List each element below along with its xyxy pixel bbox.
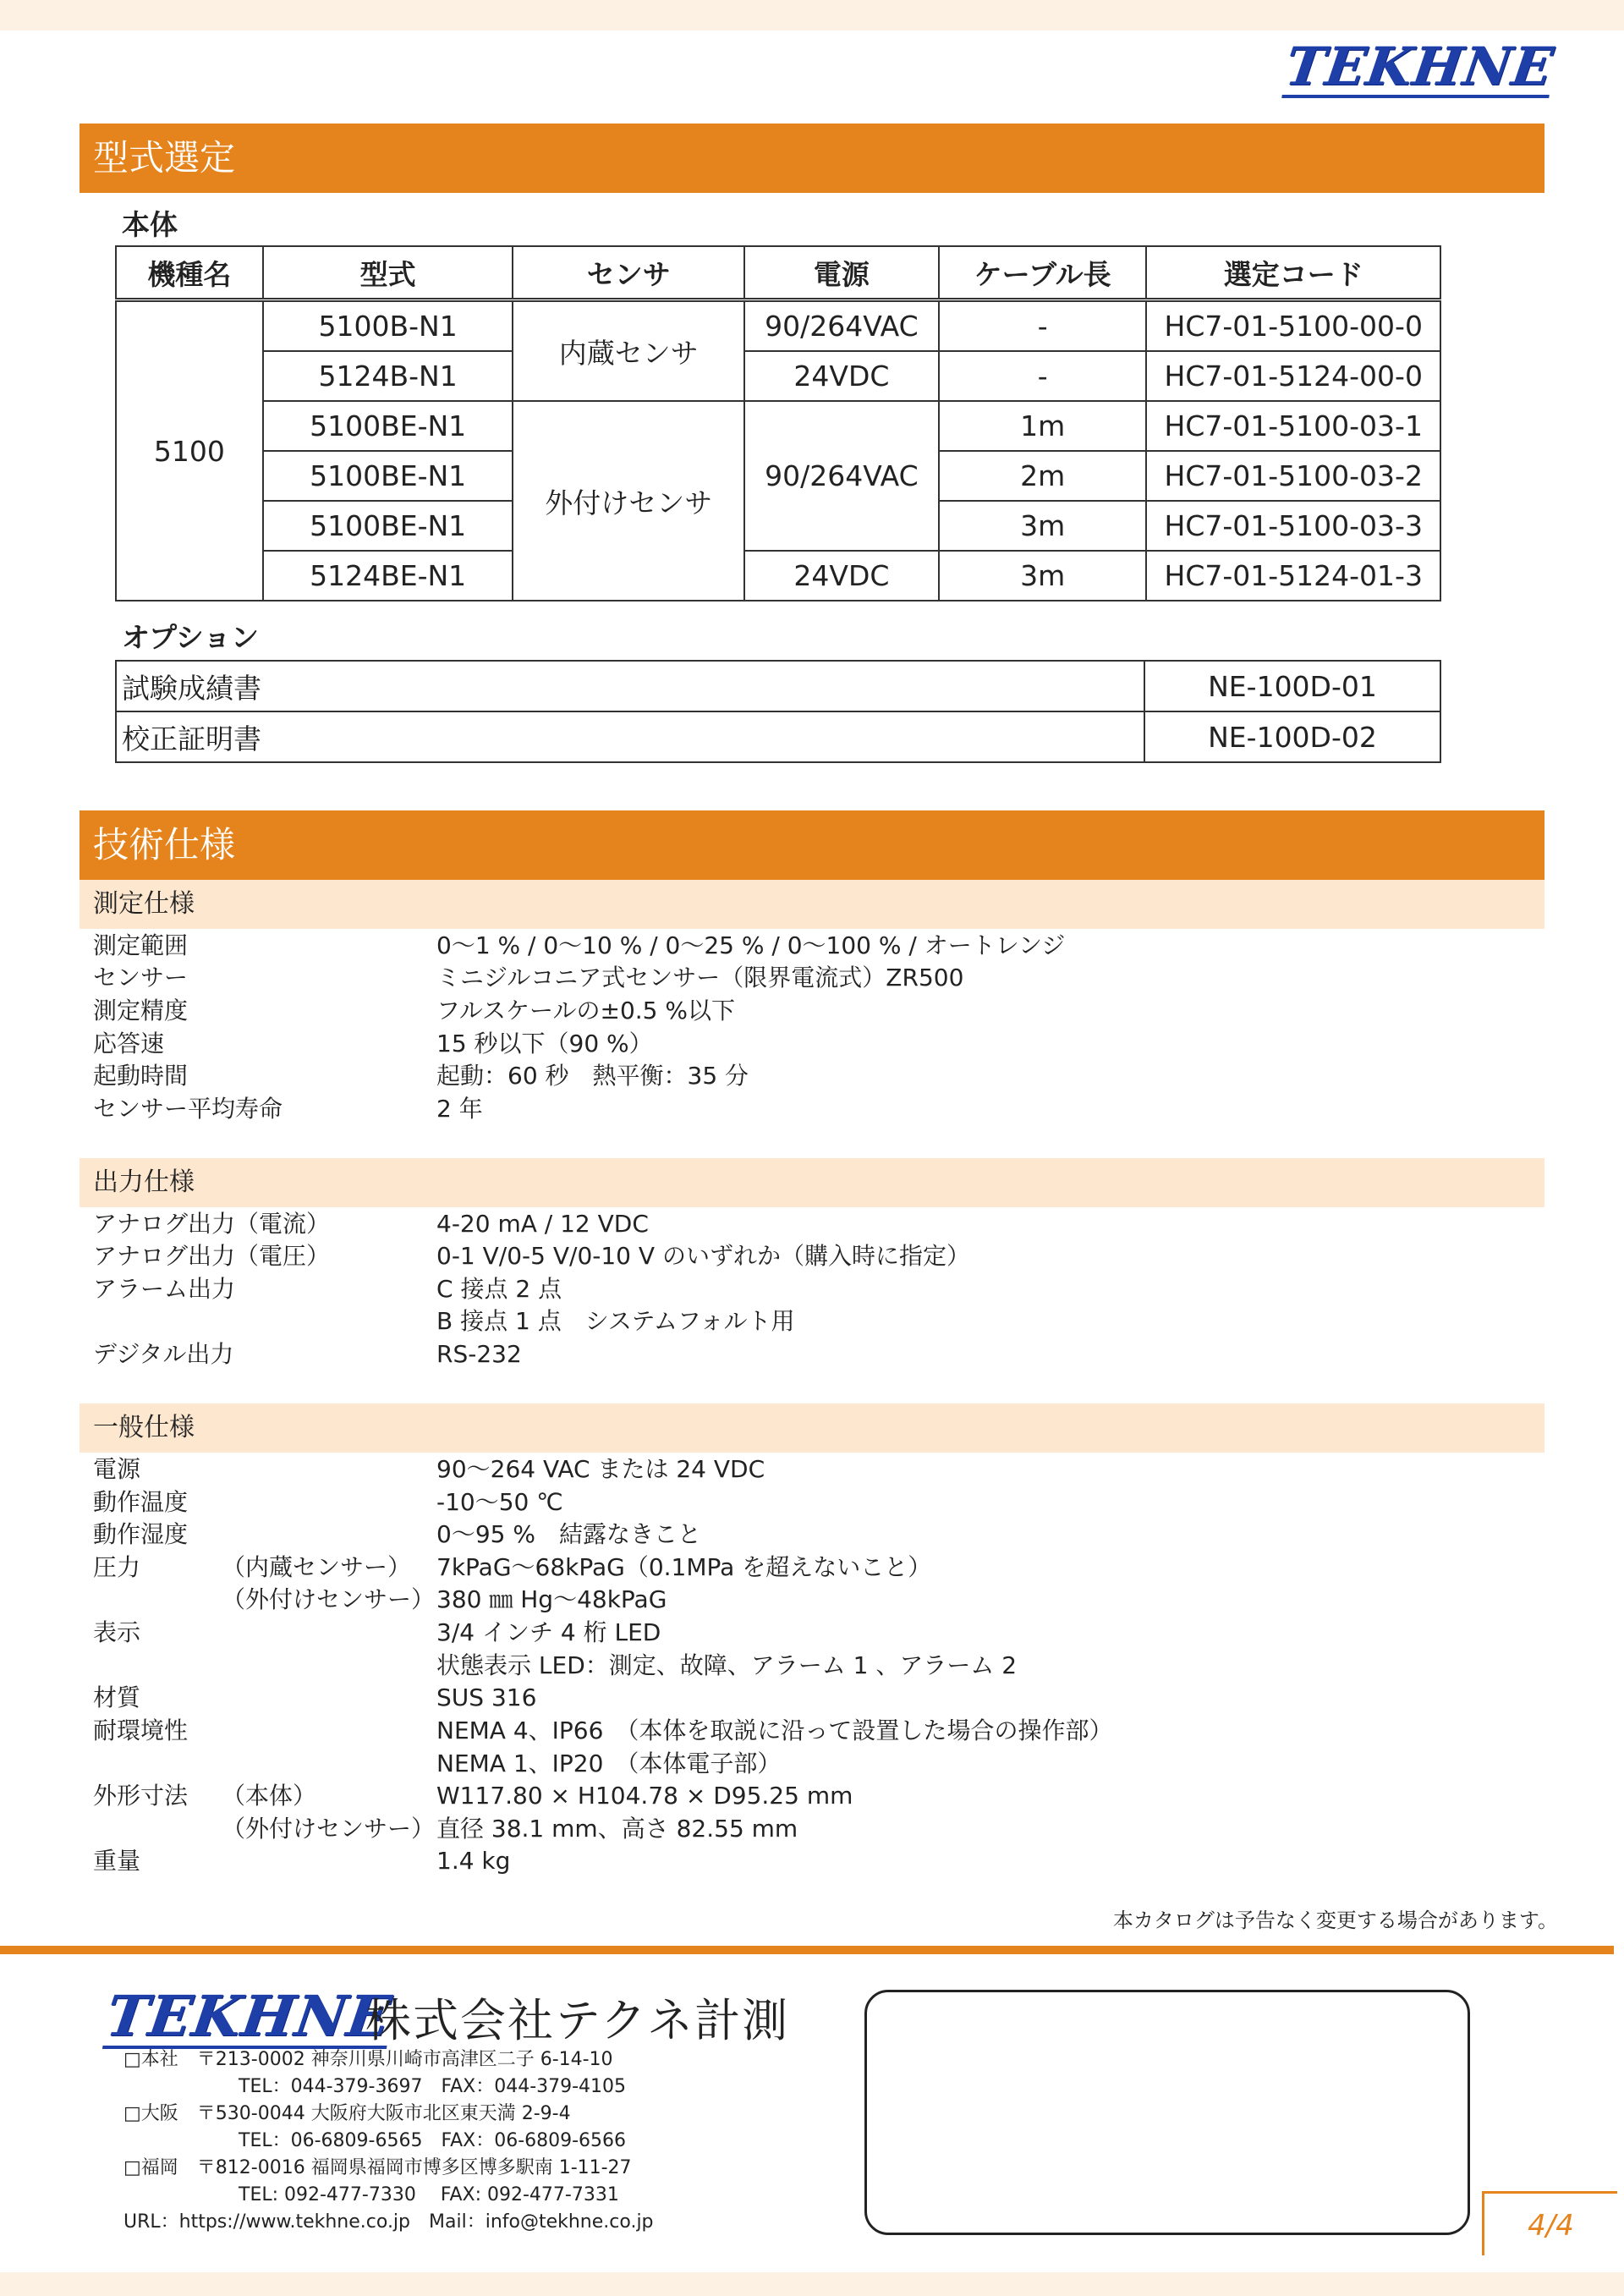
address-line: □大阪 〒530-0044 大阪府大阪市北区東天満 2-9-4 bbox=[123, 2103, 571, 2124]
header-power: 電源 bbox=[744, 246, 939, 300]
spec-value: 3/4 インチ 4 桁 LED bbox=[436, 1618, 661, 1646]
code-cell: HC7-01-5100-03-1 bbox=[1146, 401, 1440, 451]
spec-label: 表示 bbox=[93, 1618, 141, 1646]
phone-line: TEL: 092-477-7330 FAX: 092-477-7331 bbox=[239, 2184, 619, 2205]
spec-label: 起動時間 bbox=[93, 1062, 189, 1090]
spec-label: 圧力 bbox=[93, 1553, 141, 1581]
cable-cell: - bbox=[939, 351, 1147, 401]
table-row bbox=[116, 661, 1440, 711]
tekhne-logo: TEKHNE bbox=[1281, 36, 1558, 97]
code-cell: HC7-01-5100-03-3 bbox=[1146, 501, 1440, 551]
spec-value: 0～95 % 結露なきこと bbox=[436, 1520, 701, 1548]
measurement-heading: 測定仕様 bbox=[80, 880, 1544, 929]
spec-label: アナログ出力（電流） bbox=[93, 1210, 331, 1238]
spec-label: 電源 bbox=[93, 1455, 141, 1483]
spec-label: 動作湿度 bbox=[93, 1520, 189, 1548]
spec-value: 0～1 % / 0～10 % / 0～25 % / 0～100 % / オートレンジ bbox=[436, 931, 1066, 959]
option-table bbox=[115, 660, 1441, 763]
spec-value: 90～264 VAC または 24 VDC bbox=[436, 1455, 765, 1483]
page-number: 4/4 bbox=[1482, 2191, 1617, 2255]
spec-value: 7kPaG～68kPaG（0.1MPa を超えないこと） bbox=[436, 1553, 932, 1581]
section-title-specs: 技術仕様 bbox=[80, 810, 1544, 880]
spec-value: 状態表示 LED：測定、故障、アラーム 1 、アラーム 2 bbox=[436, 1651, 1018, 1679]
sensor-cell: 内蔵センサ bbox=[513, 300, 744, 402]
model-cell: 5100BE-N1 bbox=[263, 401, 513, 451]
table-row bbox=[116, 300, 1440, 352]
model-cell: 5100B-N1 bbox=[263, 300, 513, 352]
spec-value: W117.80 × H104.78 × D95.25 mm bbox=[436, 1782, 853, 1810]
top-band bbox=[0, 0, 1624, 30]
spec-value: NEMA 1、IP20 （本体電子部） bbox=[436, 1749, 782, 1777]
spec-label: 測定範囲 bbox=[93, 931, 189, 959]
spec-label: 重量 bbox=[93, 1847, 141, 1875]
spec-label: 耐環境性 bbox=[93, 1717, 189, 1744]
option-name: 試験成績書 bbox=[116, 661, 1144, 711]
spec-label: 材質 bbox=[93, 1684, 141, 1711]
phone-line: TEL：044-379-3697 FAX：044-379-4105 bbox=[239, 2076, 627, 2097]
power-cell: 90/264VAC bbox=[744, 401, 939, 551]
general-heading: 一般仕様 bbox=[80, 1403, 1544, 1453]
model-selection-table bbox=[115, 245, 1441, 601]
header-model: 型式 bbox=[263, 246, 513, 300]
spec-value: 1.4 kg bbox=[436, 1847, 511, 1875]
model-cell: 5100BE-N1 bbox=[263, 451, 513, 501]
section-title-selection: 型式選定 bbox=[80, 124, 1544, 193]
spec-value: C 接点 2 点 bbox=[436, 1275, 562, 1303]
spec-value: フルスケールの±0.5 %以下 bbox=[436, 997, 735, 1024]
spec-value: -10～50 ℃ bbox=[436, 1488, 563, 1516]
address-line: □福岡 〒812-0016 福岡県福岡市博多区博多駅南 1-11-27 bbox=[123, 2157, 632, 2178]
spec-label: 動作温度 bbox=[93, 1488, 189, 1516]
spec-label: 応答速 bbox=[93, 1030, 165, 1057]
footer-divider bbox=[0, 1946, 1614, 1954]
company-name: 株式会社テクネ計測 bbox=[365, 1994, 790, 2047]
phone-line: TEL：06-6809-6565 FAX：06-6809-6566 bbox=[239, 2130, 627, 2151]
main-unit-heading: 本体 bbox=[122, 208, 178, 241]
spec-value: ミニジルコニア式センサー（限界電流式）ZR500 bbox=[436, 964, 964, 991]
power-cell: 24VDC bbox=[744, 551, 939, 601]
dealer-stamp-box bbox=[864, 1990, 1470, 2235]
power-cell: 90/264VAC bbox=[744, 300, 939, 352]
header-machine: 機種名 bbox=[116, 246, 263, 300]
cable-cell: 3m bbox=[939, 551, 1147, 601]
option-code: NE-100D-01 bbox=[1144, 661, 1440, 711]
spec-value: 起動：60 秒 熱平衡：35 分 bbox=[436, 1062, 749, 1090]
code-cell: HC7-01-5124-00-0 bbox=[1146, 351, 1440, 401]
header-code: 選定コード bbox=[1146, 246, 1440, 300]
spec-label: センサー bbox=[93, 964, 189, 991]
address-line: □本社 〒213-0002 神奈川県川崎市高津区二子 6-14-10 bbox=[123, 2049, 613, 2070]
spec-label: 測定精度 bbox=[93, 997, 189, 1024]
cable-cell: 1m bbox=[939, 401, 1147, 451]
spec-value: B 接点 1 点 システムフォルト用 bbox=[436, 1307, 795, 1335]
header-sensor: センサ bbox=[513, 246, 744, 300]
output-heading: 出力仕様 bbox=[80, 1158, 1544, 1207]
code-cell: HC7-01-5124-01-3 bbox=[1146, 551, 1440, 601]
spec-sublabel: （外付けセンサー） bbox=[222, 1585, 436, 1613]
table-header-row bbox=[116, 246, 1440, 300]
spec-label: 外形寸法 bbox=[93, 1782, 189, 1810]
spec-value: SUS 316 bbox=[436, 1684, 537, 1711]
bottom-band bbox=[0, 2272, 1624, 2296]
option-name: 校正証明書 bbox=[116, 711, 1144, 762]
cable-cell: 3m bbox=[939, 501, 1147, 551]
table-row bbox=[116, 711, 1440, 762]
machine-cell: 5100 bbox=[116, 300, 263, 601]
spec-sublabel: （本体） bbox=[222, 1782, 317, 1810]
spec-value: NEMA 4、IP66 （本体を取説に沿って設置した場合の操作部） bbox=[436, 1717, 1113, 1744]
sensor-cell: 外付けセンサ bbox=[513, 401, 744, 601]
spec-value: 0-1 V/0-5 V/0-10 V のいずれか（購入時に指定） bbox=[436, 1242, 970, 1270]
power-cell: 24VDC bbox=[744, 351, 939, 401]
tekhne-logo-footer: TEKHNE bbox=[102, 1983, 396, 2049]
spec-label: センサー平均寿命 bbox=[93, 1095, 283, 1123]
header-cable: ケーブル長 bbox=[939, 246, 1147, 300]
contact-line: URL：https://www.tekhne.co.jp Mail：info@tekhne.co.jp bbox=[123, 2211, 654, 2233]
spec-value: 2 年 bbox=[436, 1095, 483, 1123]
model-cell: 5100BE-N1 bbox=[263, 501, 513, 551]
spec-label: アナログ出力（電圧） bbox=[93, 1242, 331, 1270]
spec-value: 直径 38.1 mm、高さ 82.55 mm bbox=[436, 1815, 798, 1843]
spec-value: 380 ㎜ Hg～48kPaG bbox=[436, 1585, 667, 1613]
option-code: NE-100D-02 bbox=[1144, 711, 1440, 762]
spec-label: デジタル出力 bbox=[93, 1340, 234, 1368]
option-heading: オプション bbox=[122, 621, 260, 654]
table-row bbox=[116, 351, 1440, 401]
table-row bbox=[116, 401, 1440, 451]
model-cell: 5124BE-N1 bbox=[263, 551, 513, 601]
spec-value: 4-20 mA / 12 VDC bbox=[436, 1210, 649, 1238]
table-row bbox=[116, 551, 1440, 601]
spec-label: アラーム出力 bbox=[93, 1275, 236, 1303]
code-cell: HC7-01-5100-00-0 bbox=[1146, 300, 1440, 352]
change-notice: 本カタログは予告なく変更する場合があります。 bbox=[1112, 1909, 1558, 1932]
code-cell: HC7-01-5100-03-2 bbox=[1146, 451, 1440, 501]
spec-sublabel: （内蔵センサー） bbox=[222, 1553, 412, 1581]
spec-value: RS-232 bbox=[436, 1340, 522, 1368]
spec-value: 15 秒以下（90 %） bbox=[436, 1030, 653, 1057]
cable-cell: - bbox=[939, 300, 1147, 352]
cable-cell: 2m bbox=[939, 451, 1147, 501]
spec-sublabel: （外付けセンサー） bbox=[222, 1815, 436, 1843]
model-cell: 5124B-N1 bbox=[263, 351, 513, 401]
